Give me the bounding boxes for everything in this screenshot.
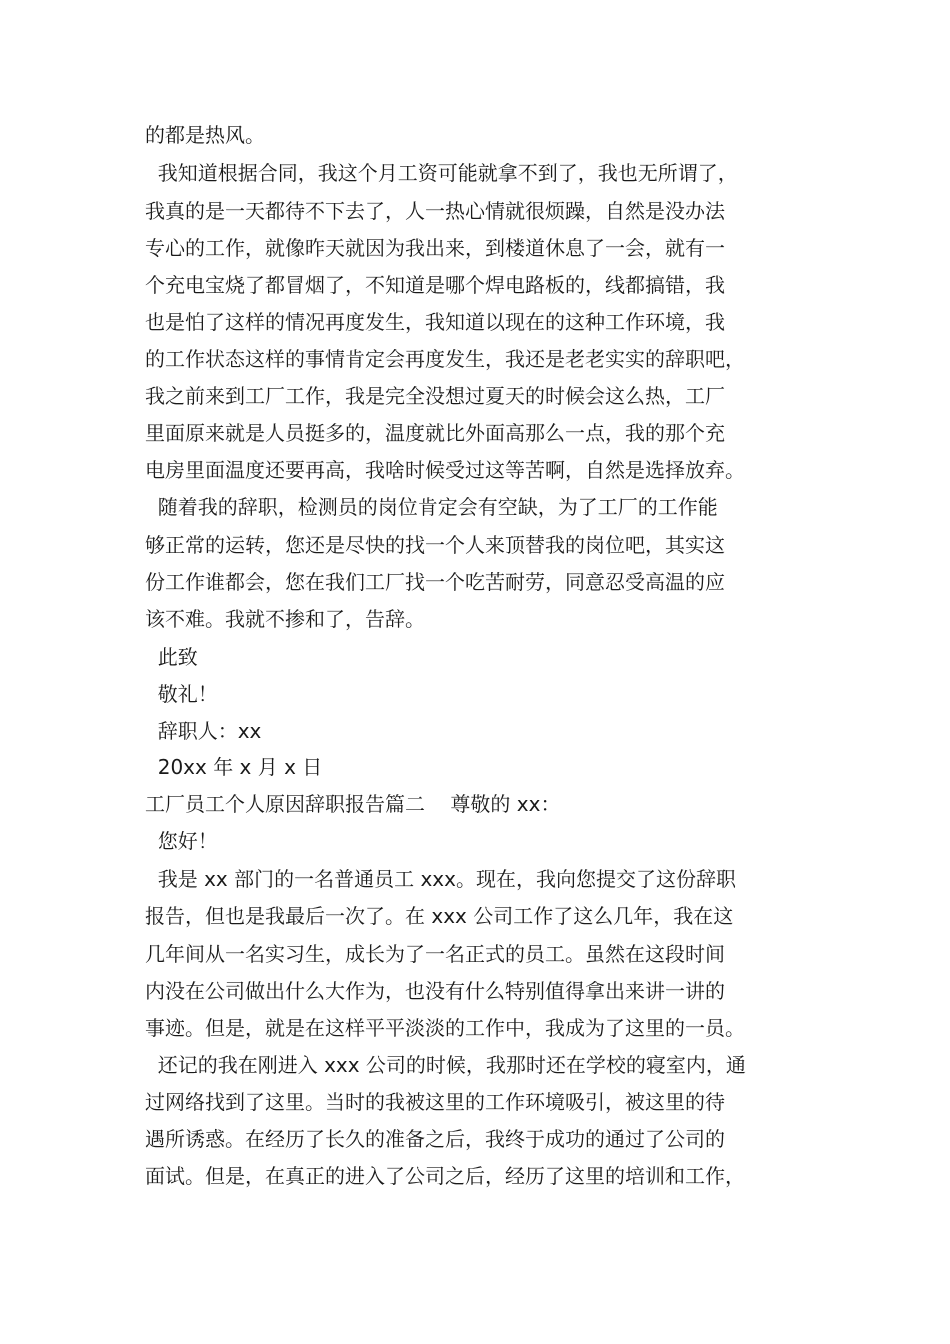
- text-line: 我之前来到工厂工作，我是完全没想过夏天的时候会这么热，工厂: [145, 384, 725, 408]
- text-line: 该不难。我就不掺和了，告辞。: [145, 607, 425, 631]
- salutation-line: 敬礼！: [145, 682, 218, 706]
- text-line: 专心的工作，就像昨天就因为我出来，到楼道休息了一会，就有一: [145, 236, 725, 260]
- text-line: 我知道根据合同，我这个月工资可能就拿不到了，我也无所谓了，: [145, 161, 738, 185]
- text-line: 的都是热风。: [145, 123, 265, 147]
- text-line: 几年间从一名实习生，成长为了一名正式的员工。虽然在这段时间: [145, 942, 725, 966]
- text-line: 还记的我在刚进入 xxx 公司的时候，我那时还在学校的寝室内，通: [145, 1053, 746, 1077]
- text-line: 份工作谁都会，您在我们工厂找一个吃苦耐劳，同意忍受高温的应: [145, 570, 725, 594]
- text-line: 内没在公司做出什么大作为，也没有什么特别值得拿出来讲一讲的: [145, 979, 725, 1003]
- text-line: 事迹。但是，就是在这样平平淡淡的工作中，我成为了这里的一员。: [145, 1016, 745, 1040]
- greeting-line: 您好！: [145, 829, 218, 853]
- closing-line: 此致: [145, 645, 198, 669]
- text-line: 过网络找到了这里。当时的我被这里的工作环境吸引，被这里的待: [145, 1090, 725, 1114]
- section-heading: 工厂员工个人原因辞职报告篇二 尊敬的 xx：: [145, 792, 561, 816]
- text-line: 报告，但也是我最后一次了。在 xxx 公司工作了这么几年，我在这: [145, 904, 734, 928]
- text-line: 随着我的辞职，检测员的岗位肯定会有空缺，为了工厂的工作能: [145, 495, 718, 519]
- text-line: 我真的是一天都待不下去了，人一热心情就很烦躁，自然是没办法: [145, 199, 725, 223]
- text-line: 也是怕了这样的情况再度发生，我知道以现在的这种工作环境，我: [145, 310, 725, 334]
- signature-line: 辞职人：xx: [145, 719, 262, 743]
- text-line: 面试。但是，在真正的进入了公司之后，经历了这里的培训和工作，: [145, 1164, 745, 1188]
- text-line: 够正常的运转，您还是尽快的找一个人来顶替我的岗位吧，其实这: [145, 533, 725, 557]
- text-line: 我是 xx 部门的一名普通员工 xxx。现在，我向您提交了这份辞职: [145, 867, 736, 891]
- text-line: 个充电宝烧了都冒烟了，不知道是哪个焊电路板的，线都搞错，我: [145, 273, 725, 297]
- text-line: 遇所诱惑。在经历了长久的准备之后，我终于成功的通过了公司的: [145, 1127, 725, 1151]
- text-line: 电房里面温度还要再高，我啥时候受过这等苦啊，自然是选择放弃。: [145, 458, 745, 482]
- text-line: 里面原来就是人员挺多的，温度就比外面高那么一点，我的那个充: [145, 421, 725, 445]
- text-line: 的工作状态这样的事情肯定会再度发生，我还是老老实实的辞职吧，: [145, 347, 745, 371]
- date-line: 20xx 年 x 月 x 日: [145, 755, 323, 779]
